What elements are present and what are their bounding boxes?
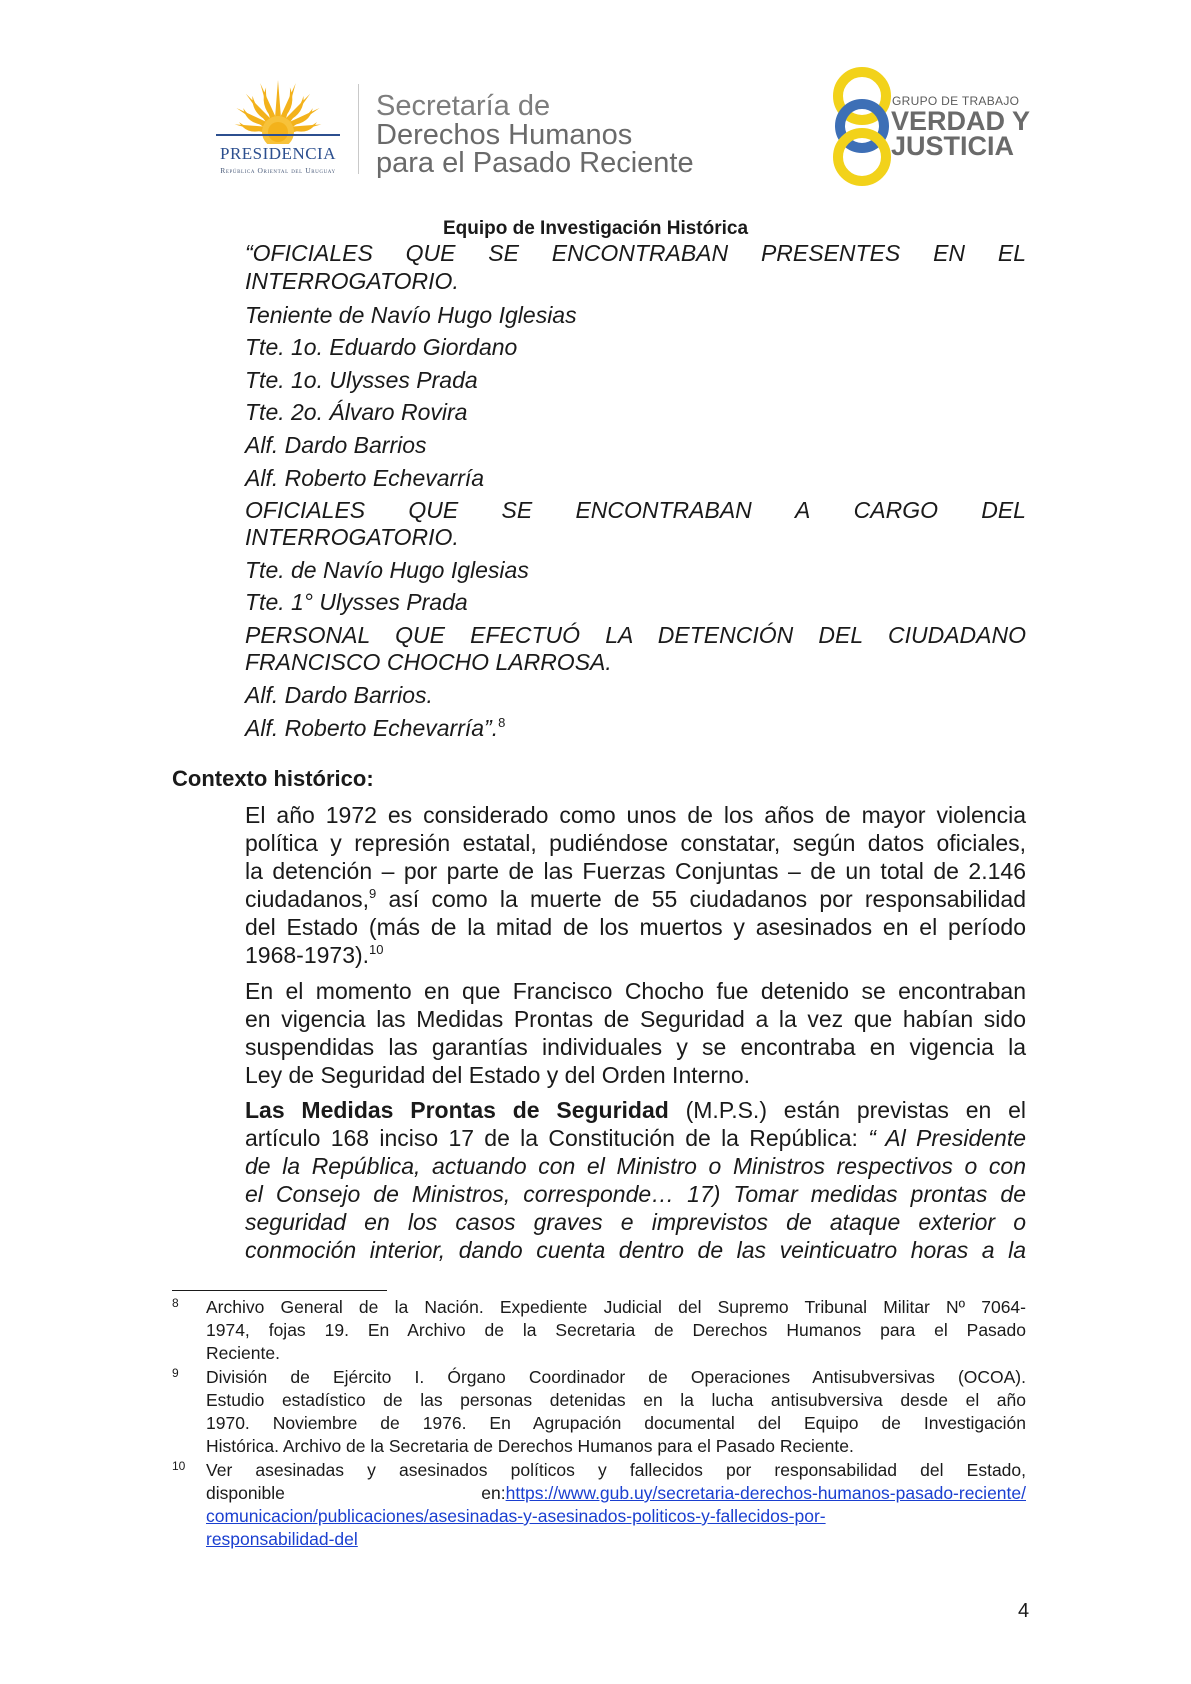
page-number: 4 [1018, 1600, 1030, 1622]
footnote-10 [206, 1459, 1026, 1551]
word: DEL [981, 497, 1026, 523]
text-run: así como la muerte de 55 ciudadanos por responsabilidad [376, 886, 1026, 912]
paragraph-line: en vigencia las Medidas Prontas de Seguridad a la vez que habían sido [245, 1006, 1026, 1032]
footnote-line: División de Ejército I. Órgano Coordinador de Operaciones Antisubversivas (OCOA). [206, 1367, 1026, 1387]
footnote-line: Reciente. [206, 1343, 280, 1363]
paragraph-line [245, 1096, 1026, 1124]
paragraph-line: el Consejo de Ministros, corresponde… 17) Tomar medidas prontas de [245, 1181, 1026, 1207]
paragraph-line [245, 941, 1026, 969]
word: QUE [405, 240, 456, 266]
bold-term: Las Medidas Prontas de Seguridad [245, 1097, 669, 1123]
secretaria-title-line2: Derechos Humanos [376, 119, 633, 151]
officer-name: Tte. 1o. Ulysses Prada [245, 367, 478, 393]
word: ENCONTRABAN [575, 497, 752, 523]
officer-name: Tte. 2o. Álvaro Rovira [245, 399, 468, 425]
text-run: en: [481, 1483, 506, 1503]
paragraph-line [245, 885, 1026, 913]
footnote-9 [206, 1366, 1026, 1458]
team-title: Equipo de Investigación Histórica [442, 218, 749, 239]
word: PRESENTES [760, 240, 901, 266]
footnote-number: 9 [172, 1366, 179, 1380]
footnote-separator [172, 1290, 387, 1291]
word: CARGO [853, 497, 938, 523]
paragraph-line: Ley de Seguridad del Estado y del Orden Interno. [245, 1062, 751, 1088]
republica-label: República Oriental del Uruguay [220, 166, 336, 175]
word: EN [933, 240, 966, 266]
paragraph-1 [245, 801, 1026, 969]
quote-heading-3-cont: FRANCISCO CHOCHO LARROSA. [245, 649, 612, 675]
sun-emblem-icon [198, 78, 358, 144]
footnote-line: Archivo General de la Nación. Expediente Judicial del Supremo Tribunal Militar Nº 7064- [206, 1297, 1026, 1317]
officer-name: Teniente de Navío Hugo Iglesias [245, 302, 577, 328]
text-run [481, 1482, 1026, 1505]
footnote-ref-8[interactable]: 8 [498, 715, 506, 730]
quote-heading-2 [245, 497, 1026, 524]
footnote-ref-9[interactable]: 9 [369, 886, 377, 901]
text-run: (M.P.S.) están previstas en el [668, 1097, 1026, 1123]
paragraph-line: de la República, actuando con el Ministro o Ministros respectivos o con [245, 1153, 1026, 1179]
paragraph-line: del Estado (más de la mitad de los muertos y asesinados en el período [245, 914, 1026, 940]
source-link[interactable]: https://www.gub.uy/secretaria-derechos-humanos-pasado-reciente/ [505, 1483, 1026, 1503]
footnote-number: 10 [172, 1459, 186, 1473]
footnote-line: Histórica. Archivo de la Secretaria de Derechos Humanos para el Pasado Reciente. [206, 1436, 854, 1456]
word: SE [488, 240, 519, 266]
paragraph-line: El año 1972 es considerado como unos de los años de mayor violencia [245, 802, 1026, 828]
header-divider [358, 84, 359, 174]
officer-name: Tte. 1o. Eduardo Giordano [245, 334, 518, 360]
word: OFICIALES [245, 497, 366, 523]
footnote-line [206, 1482, 1026, 1505]
footnote-ref-10[interactable]: 10 [369, 942, 384, 957]
quote-heading-2-cont: INTERROGATORIO. [245, 524, 459, 550]
footnote-line: 1974, fojas 19. En Archivo de la Secretaria de Derechos Humanos para el Pasado [206, 1320, 1026, 1340]
officer-name: Alf. Dardo Barrios. [245, 682, 433, 708]
footnote-8 [206, 1296, 1026, 1365]
quote-heading-1-cont: INTERROGATORIO. [245, 268, 459, 294]
presidencia-label: PRESIDENCIA [219, 144, 336, 163]
paragraph-line: En el momento en que Francisco Chocho fue detenido se encontraban [245, 978, 1026, 1004]
paragraph-line: seguridad en los casos graves e imprevistos de ataque exterior o [245, 1209, 1026, 1235]
word: SE [501, 497, 533, 523]
word: A [795, 497, 811, 523]
quote-heading-1 [245, 240, 1026, 267]
footnote-line: Ver asesinadas y asesinados políticos y fallecidos por responsabilidad del Estado, [206, 1460, 1026, 1480]
justicia-label: JUSTICIA [891, 131, 1015, 161]
word: ENCONTRABAN [551, 240, 729, 266]
source-link[interactable]: comunicacion/publicaciones/asesinadas-y-asesinados-politicos-y-fallecidos-por- [206, 1506, 826, 1526]
footnote-line: 1970. Noviembre de 1976. En Agrupación documental del Equipo de Investigación [206, 1413, 1026, 1433]
officer-name-last [245, 715, 505, 742]
word: “OFICIALES [245, 240, 373, 266]
officer-name: Alf. Dardo Barrios [245, 432, 427, 458]
paragraph-line [245, 1124, 1026, 1152]
officer-name-text: Alf. Roberto Echevarría”. [245, 715, 499, 741]
source-link[interactable]: responsabilidad-del [206, 1529, 358, 1549]
officer-name: Tte. de Navío Hugo Iglesias [245, 557, 529, 583]
secretaria-title-line3: para el Pasado Reciente [376, 147, 694, 179]
presidencia-logo [198, 78, 358, 178]
footnote-number: 8 [172, 1296, 179, 1310]
quote-heading-3: PERSONAL QUE EFECTUÓ LA DETENCIÓN DEL CIUDADANO [245, 622, 1026, 648]
paragraph-line: política y represión estatal, pudiéndose constatar, según datos oficiales, [245, 830, 1026, 856]
text-run: ciudadanos, [245, 886, 370, 912]
officer-name: Tte. 1° Ulysses Prada [245, 589, 468, 615]
verdad-label: VERDAD Y [891, 106, 1031, 136]
word: QUE [408, 497, 459, 523]
paragraph-2 [245, 977, 1026, 1089]
footnote-line: Estudio estadístico de las personas detenidas en la lucha antisubversiva desde el año [206, 1390, 1026, 1410]
text-run: artículo 168 inciso 17 de la Constitución de la República: [245, 1125, 869, 1151]
officer-name: Alf. Roberto Echevarría [245, 465, 485, 491]
section-heading: Contexto histórico: [172, 766, 374, 791]
paragraph-line: suspendidas las garantías individuales y se encontraba en vigencia la [245, 1034, 1026, 1060]
quote-run: “ Al Presidente [868, 1125, 1026, 1151]
paragraph-line: la detención – por parte de las Fuerzas Conjuntas – de un total de 2.146 [245, 858, 1026, 884]
word: EL [997, 240, 1026, 266]
secretaria-title-line1: Secretaría de [376, 90, 551, 122]
grupo-trabajo-label: GRUPO DE TRABAJO [892, 94, 1020, 108]
text-run: 1968-1973). [245, 942, 370, 968]
paragraph-line: conmoción interior, dando cuenta dentro de las veinticuatro horas a la [245, 1237, 1026, 1263]
paragraph-3 [245, 1096, 1026, 1264]
text-run: disponible [206, 1483, 285, 1503]
